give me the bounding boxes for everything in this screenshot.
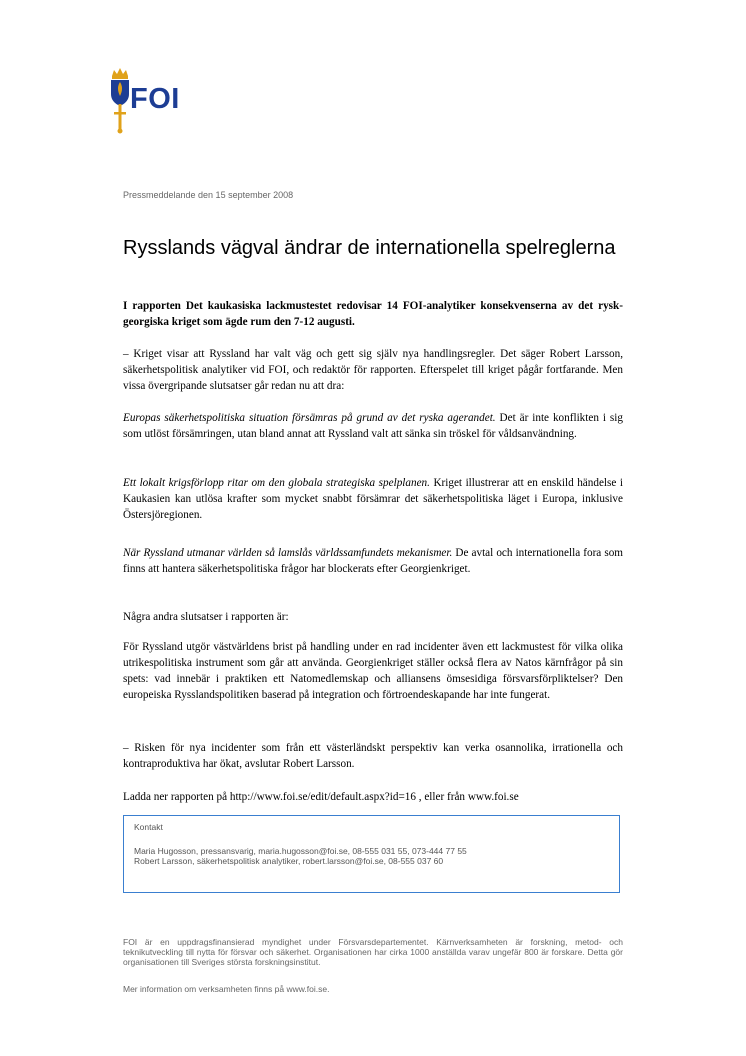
paragraph-other-conclusions-intro: Några andra slutsatser i rapporten är:: [123, 611, 289, 623]
conclusion-3-text: De avtal och internationella fora som finns att hantera säkerhetspolitiska frågor har blockerats efter Georgienkriget.: [123, 547, 623, 575]
logo-wordmark: FOI: [130, 83, 180, 115]
contact-line-press: Maria Hugosson, pressansvarig, maria.hugosson@foi.se, 08-555 031 55, 073-444 77 55: [134, 846, 467, 856]
crown-torch-emblem-icon: [108, 66, 132, 136]
paragraph-closing-quote: – Risken för nya incidenter som från ett västerländskt perspektiv kan verka osannolika, irrationella och kontraproduktiva har ökat, avslutar Robert Larsson.: [123, 742, 623, 770]
conclusion-2-text: Kriget illustrerar att en enskild händelse i Kaukasien kan utlösa krafter som mycket snabbt försämrar det säkerhetspolitiska läget i Europa, inklusive Östersjöregionen.: [123, 477, 623, 521]
press-release-date: Pressmeddelande den 15 september 2008: [123, 190, 294, 200]
conclusion-2-heading: Ett lokalt krigsförlopp ritar om den globala strategiska spelplanen.: [123, 477, 430, 489]
footer-more-info: Mer information om verksamheten finns på www.foi.se.: [123, 984, 330, 994]
paragraph-other-conclusions: För Ryssland utgör västvärldens brist på handling under en rad incidenter även ett lackmustest för vilka olika utrikespolitiska instrument som går att använda. Georgienkriget ställer också flera av Natos kärnfrågor på sin spets: vad innebär i praktiken ett Natomedlemskap och alliansens ömsesidiga försvarsförpliktelser? Den europeiska Rysslandspolitiken baserad på integration och förtroendeskapande har inte fungerat.: [123, 641, 623, 701]
contact-line-analyst: Robert Larsson, säkerhetspolitisk analytiker, robert.larsson@foi.se, 08-555 037 60: [134, 856, 444, 866]
paragraph-quote-intro: – Kriget visar att Ryssland har valt väg och gett sig själv nya handlingsregler. Det säger Robert Larsson, säkerhetspolitisk analytiker vid FOI, och redaktör för rapporten. Efterspelet till kriget pågår fortfarande. Men vissa övergripande slutsatser går redan nu att dra:: [123, 348, 623, 392]
footer-about: FOI är en uppdragsfinansierad myndighet under Försvarsdepartementet. Kärnverksamheten är forskning, metod- och teknikutveckling till nytta för försvar och säkerhet. Organisationen har cirka 1000 anställda varav ungefär 800 är forskare. Detta gör organisationen till Sveriges största forskningsinstitut.: [123, 937, 623, 967]
contact-box: [123, 815, 620, 893]
conclusion-3-heading: När Ryssland utmanar världen så lamslås världssamfundets mekanismer.: [123, 547, 453, 559]
paragraph-conclusion-3: [123, 545, 623, 577]
conclusion-1-text: Det är inte konflikten i sig som utlöst försämringen, utan bland annat att Ryssland valt att sänka sin tröskel för våldsanvändning.: [123, 412, 623, 440]
paragraph-conclusion-1: [123, 410, 623, 442]
download-report-link[interactable]: Ladda ner rapporten på http://www.foi.se/edit/default.aspx?id=16 , eller från www.foi.se: [123, 791, 519, 803]
foi-logo: [108, 66, 208, 136]
conclusion-1-heading: Europas säkerhetspolitiska situation försämras på grund av det ryska agerandet.: [123, 412, 496, 424]
paragraph-conclusion-2: [123, 475, 623, 523]
contact-title: Kontakt: [134, 822, 163, 832]
page-title: Rysslands vägval ändrar de internationella spelreglerna: [123, 237, 616, 259]
lead-paragraph: I rapporten Det kaukasiska lackmustestet redovisar 14 FOI-analytiker konsekvenserna av det rysk-georgiska kriget som ägde rum den 7-12 augusti.: [123, 300, 623, 328]
